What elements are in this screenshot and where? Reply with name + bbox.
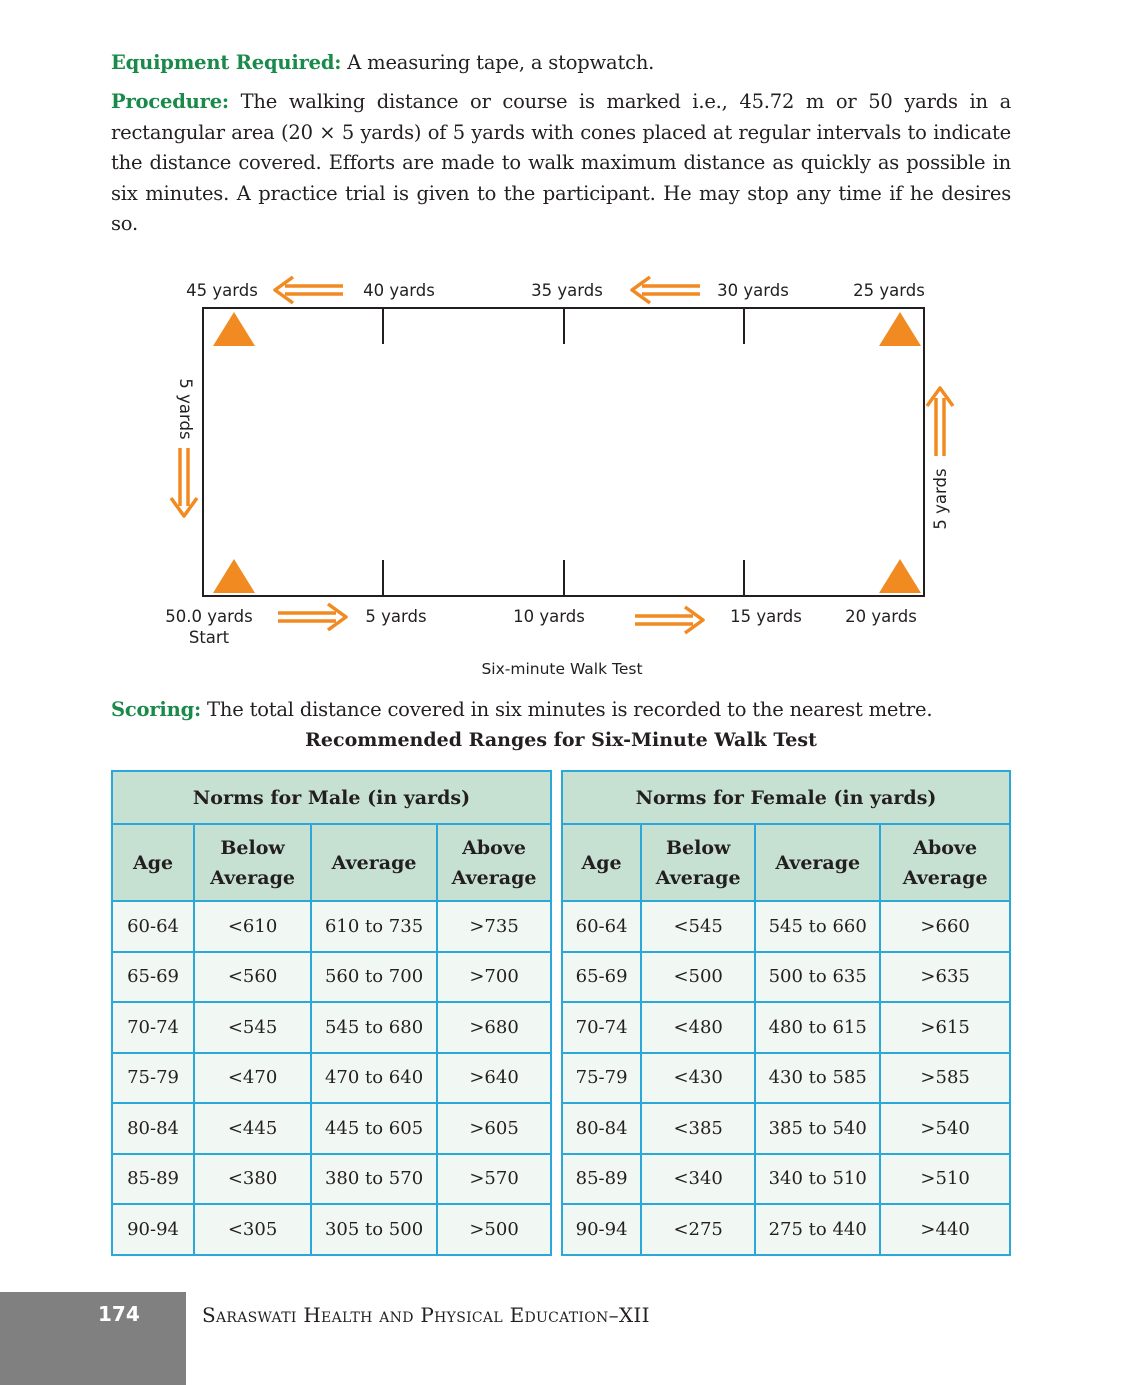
- below-average-cell: <500: [641, 952, 755, 1003]
- average-cell: 610 to 735: [311, 901, 437, 952]
- below-average-cell: <545: [641, 901, 755, 952]
- below-average-cell: <445: [194, 1103, 311, 1154]
- average-cell: 470 to 640: [311, 1053, 437, 1104]
- male-table-title: Norms for Male (in yards): [112, 771, 551, 824]
- average-cell: 275 to 440: [755, 1204, 880, 1255]
- arrow-right-icon: [635, 607, 703, 633]
- table-row: [562, 1053, 1010, 1104]
- age-cell: 75-79: [562, 1053, 641, 1104]
- age-cell: 70-74: [112, 1002, 194, 1053]
- cone-icon: [213, 559, 255, 593]
- above-average-cell: >700: [437, 952, 551, 1003]
- walk-test-diagram: [150, 270, 970, 690]
- cone-icon: [213, 312, 255, 346]
- male-norms-table: [111, 770, 552, 1256]
- age-cell: 65-69: [562, 952, 641, 1003]
- page-number: 174: [98, 1302, 140, 1326]
- average-cell: 340 to 510: [755, 1154, 880, 1205]
- table-row: [112, 1204, 551, 1255]
- age-cell: 90-94: [562, 1204, 641, 1255]
- table-row: [112, 1103, 551, 1154]
- top-label-25: 25 yards: [853, 281, 925, 300]
- average-cell: 560 to 700: [311, 952, 437, 1003]
- course-rectangle: [203, 308, 924, 596]
- average-cell: 500 to 635: [755, 952, 880, 1003]
- table-row: [112, 1002, 551, 1053]
- female-table-title: Norms for Female (in yards): [562, 771, 1010, 824]
- top-label-45: 45 yards: [186, 281, 258, 300]
- above-average-cell: >735: [437, 901, 551, 952]
- table-title: Recommended Ranges for Six-Minute Walk Test: [305, 729, 817, 751]
- arrow-up-icon: [927, 388, 953, 456]
- table-row: [112, 901, 551, 952]
- table-row: [562, 952, 1010, 1003]
- above-average-cell: >540: [880, 1103, 1010, 1154]
- above-average-cell: >605: [437, 1103, 551, 1154]
- table-row: [562, 1154, 1010, 1205]
- above-average-cell: >585: [880, 1053, 1010, 1104]
- cone-icon: [879, 559, 921, 593]
- below-average-cell: <480: [641, 1002, 755, 1053]
- above-average-cell: >635: [880, 952, 1010, 1003]
- above-average-cell: >615: [880, 1002, 1010, 1053]
- procedure-paragraph: [111, 87, 1011, 240]
- male-header-average: Average: [311, 824, 437, 901]
- left-side-label: 5 yards: [176, 378, 195, 440]
- scoring-heading: Scoring:: [111, 698, 202, 721]
- bottom-label-5: 5 yards: [365, 607, 427, 626]
- below-average-cell: <385: [641, 1103, 755, 1154]
- arrow-down-icon: [171, 448, 197, 516]
- cone-icon: [879, 312, 921, 346]
- above-average-cell: >680: [437, 1002, 551, 1053]
- top-label-30: 30 yards: [717, 281, 789, 300]
- above-average-cell: >500: [437, 1204, 551, 1255]
- age-cell: 65-69: [112, 952, 194, 1003]
- male-header-age: Age: [112, 824, 194, 901]
- average-cell: 305 to 500: [311, 1204, 437, 1255]
- equipment-text: A measuring tape, a stopwatch.: [341, 51, 655, 74]
- age-cell: 85-89: [112, 1154, 194, 1205]
- age-cell: 75-79: [112, 1053, 194, 1104]
- top-label-35: 35 yards: [531, 281, 603, 300]
- female-header-age: Age: [562, 824, 641, 901]
- scoring-text: The total distance covered in six minutes is recorded to the nearest metre.: [201, 698, 933, 721]
- above-average-cell: >570: [437, 1154, 551, 1205]
- table-row: [562, 901, 1010, 952]
- below-average-cell: <305: [194, 1204, 311, 1255]
- above-average-cell: >660: [880, 901, 1010, 952]
- male-header-below: Below Average: [194, 824, 311, 901]
- below-average-cell: <430: [641, 1053, 755, 1104]
- average-cell: 385 to 540: [755, 1103, 880, 1154]
- procedure-text: The walking distance or course is marked i.e., 45.72 m or 50 yards in a rectangular area (20 × 5 yards) of 5 yards with cones placed at regular intervals to indicate the distance covered. Efforts are made to walk maximum distance as quickly as possible in six minutes. A practice trial is given to the participant. He may stop any time if he desires so.: [111, 90, 1011, 235]
- bottom-label-10: 10 yards: [513, 607, 585, 626]
- below-average-cell: <470: [194, 1053, 311, 1104]
- arrow-right-icon: [278, 604, 346, 630]
- bottom-label-50: 50.0 yards: [165, 607, 253, 626]
- female-norms-table: [561, 770, 1011, 1256]
- bottom-label-20: 20 yards: [845, 607, 917, 626]
- average-cell: 480 to 615: [755, 1002, 880, 1053]
- age-cell: 60-64: [562, 901, 641, 952]
- female-header-average: Average: [755, 824, 880, 901]
- equipment-paragraph: [111, 48, 1011, 79]
- age-cell: 60-64: [112, 901, 194, 952]
- equipment-heading: Equipment Required:: [111, 51, 342, 74]
- below-average-cell: <610: [194, 901, 311, 952]
- age-cell: 90-94: [112, 1204, 194, 1255]
- scoring-paragraph: [111, 695, 1011, 726]
- age-cell: 70-74: [562, 1002, 641, 1053]
- book-title: Saraswati Health and Physical Education–XII: [202, 1303, 650, 1327]
- average-cell: 430 to 585: [755, 1053, 880, 1104]
- above-average-cell: >440: [880, 1204, 1010, 1255]
- table-row: [112, 1053, 551, 1104]
- table-row: [562, 1204, 1010, 1255]
- bottom-label-15: 15 yards: [730, 607, 802, 626]
- table-row: [562, 1002, 1010, 1053]
- below-average-cell: <340: [641, 1154, 755, 1205]
- diagram-caption: Six-minute Walk Test: [481, 660, 643, 678]
- above-average-cell: >640: [437, 1053, 551, 1104]
- below-average-cell: <380: [194, 1154, 311, 1205]
- below-average-cell: <545: [194, 1002, 311, 1053]
- right-side-label: 5 yards: [931, 468, 950, 530]
- age-cell: 85-89: [562, 1154, 641, 1205]
- below-average-cell: <560: [194, 952, 311, 1003]
- female-header-above: Above Average: [880, 824, 1010, 901]
- age-cell: 80-84: [112, 1103, 194, 1154]
- top-label-40: 40 yards: [363, 281, 435, 300]
- female-header-below: Below Average: [641, 824, 755, 901]
- table-row: [112, 952, 551, 1003]
- male-header-above: Above Average: [437, 824, 551, 901]
- table-row: [562, 1103, 1010, 1154]
- age-cell: 80-84: [562, 1103, 641, 1154]
- procedure-heading: Procedure:: [111, 90, 229, 113]
- start-label: Start: [188, 628, 230, 647]
- arrow-left-icon: [275, 277, 343, 303]
- below-average-cell: <275: [641, 1204, 755, 1255]
- above-average-cell: >510: [880, 1154, 1010, 1205]
- average-cell: 545 to 680: [311, 1002, 437, 1053]
- table-row: [112, 1154, 551, 1205]
- arrow-left-icon: [632, 277, 700, 303]
- average-cell: 545 to 660: [755, 901, 880, 952]
- average-cell: 380 to 570: [311, 1154, 437, 1205]
- average-cell: 445 to 605: [311, 1103, 437, 1154]
